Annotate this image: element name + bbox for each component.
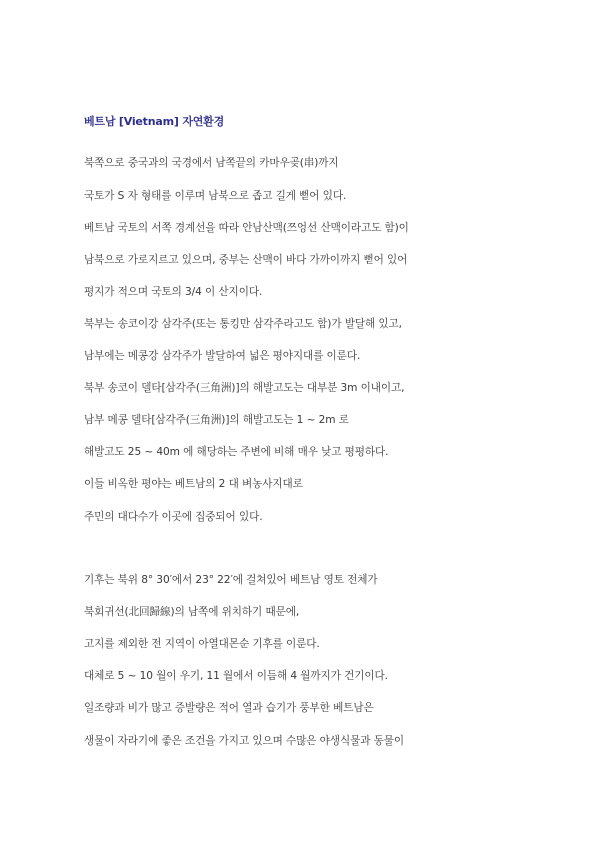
text-line: 일조량과 비가 많고 증발량은 적어 열과 습기가 풍부한 베트남은 [84,702,374,714]
text-line: 생물이 자라기에 좋은 조건을 가지고 있으며 수많은 야생식물과 동물이 [84,735,405,747]
text-line: 베트남 국토의 서쪽 경계선을 따라 안남산맥(쯔엉선 산맥이라고도 함)이 [84,222,409,234]
text-line: 남부 메콩 델타[삼각주(三角洲)]의 해발고도는 1 ~ 2m 로 [84,414,349,426]
text-line: 북부 송코이 델타[삼각주(三角洲)]의 해발고도는 대부분 3m 이내이고, [84,382,405,394]
text-line: 해발고도 25 ~ 40m 에 해당하는 주변에 비해 매우 낮고 평평하다. [84,446,389,458]
document-title: 베트남 [Vietnam] 자연환경 [84,115,225,128]
text-line: 기후는 북위 8° 30′에서 23° 22′에 걸쳐있어 베트남 영토 전체가 [84,574,378,586]
text-line: 국토가 S 자 형태를 이루며 남북으로 좁고 길게 뻗어 있다. [84,190,347,202]
text-line: 남북으로 가로지르고 있으며, 중부는 산맥이 바다 가까이까지 뻗어 있어 [84,254,408,266]
text-line: 대체로 5 ~ 10 월이 우기, 11 월에서 이듬해 4 월까지가 건기이다. [84,670,388,682]
text-line: 이들 비옥한 평야는 베트남의 2 대 벼농사지대로 [84,478,303,490]
text-line: 북쪽으로 중국과의 국경에서 남쪽끝의 카마우곶(串)까지 [84,157,339,169]
text-line: 북회귀선(北回歸線)의 남쪽에 위치하기 때문에, [84,606,300,618]
text-line: 남부에는 메콩강 삼각주가 발달하여 넓은 평야지대를 이룬다. [84,350,361,362]
text-line: 주민의 대다수가 이곳에 집중되어 있다. [84,511,263,523]
text-line: 북부는 송코이강 삼각주(또는 통킹만 삼각주라고도 함)가 발달해 있고, [84,318,402,330]
text-line: 평지가 적으며 국토의 3/4 이 산지이다. [84,286,263,298]
text-line: 고지를 제외한 전 지역이 아열대몬순 기후를 이룬다. [84,638,320,650]
